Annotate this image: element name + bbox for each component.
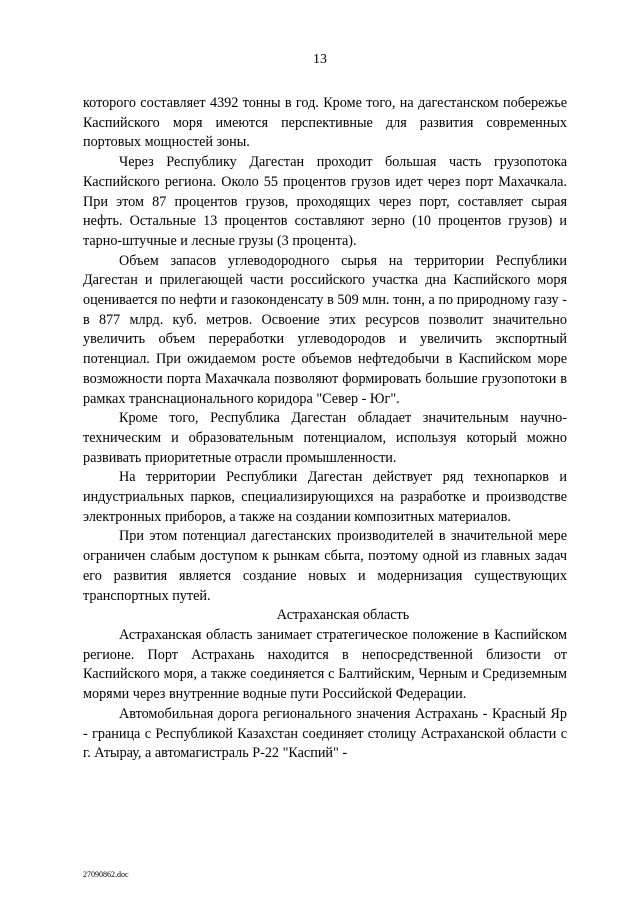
paragraph: Астраханская область занимает стратегическое положение в Каспийском регионе. Порт Астрахань находится в непосредственной близости от Каспийского моря, а также соединяется с Балтийским, Черным и Средиземным морями через внутренние водные пути Российской Федерации. — [83, 626, 567, 703]
paragraph: На территории Республики Дагестан действует ряд технопарков и индустриальных парков, специализирующихся на разработке и производстве электронных приборов, а также на создании композитных материалов. — [83, 469, 567, 525]
section-heading: Астраханская область — [276, 607, 410, 624]
paragraph: Автомобильная дорога регионального значения Астрахань - Красный Яр - граница с Республикой Казахстан соединяет столицу Астраханской области с г. Атырау, а автомагистраль Р-22 "Каспий" - — [83, 705, 567, 762]
paragraph: Кроме того, Республика Дагестан обладает значительным научно-техническим и образовательным потенциалом, используя который можно развивать приоритетные отрасли промышленности. — [83, 410, 567, 466]
paragraph: При этом потенциал дагестанских производителей в значительной мере ограничен слабым доступом к рынкам сбыта, поэтому одной из главных задач его развития является создание новых и модернизация существующих транспортных путей. — [83, 528, 567, 604]
footer-filename: 27090862.doc — [83, 870, 129, 879]
document-body — [83, 94, 567, 764]
paragraph: Объем запасов углеводородного сырья на территории Республики Дагестан и прилегающей части российского участка дна Каспийского моря оценивается по нефти и газоконденсату в 509 млн. тонн, а по природному газу - в 877 млрд. куб. метров. Освоение этих ресурсов позволит значительно увеличить объем переработки углеводородов и увеличить экспортный потенциал. При ожидаемом росте объемов нефтедобычи в Каспийском море возможности порта Махачкала позволяют формировать большие грузопотоки в рамках транснационального коридора "Север - Юг". — [83, 252, 567, 407]
paragraph: которого составляет 4392 тонны в год. Кроме того, на дагестанском побережье Каспийского моря имеются перспективные для развития современных портовых мощностей зоны. — [83, 95, 567, 151]
page-number: 13 — [313, 52, 327, 67]
paragraph: Через Республику Дагестан проходит большая часть грузопотока Каспийского региона. Около 55 процентов грузов идет через порт Махачкала. При этом 87 процентов грузов, проходящих через порт, составляет сырая нефть. Остальные 13 процентов составляют зерно (10 процентов грузов) и тарно-штучные и лесные грузы (3 процента). — [83, 154, 567, 249]
